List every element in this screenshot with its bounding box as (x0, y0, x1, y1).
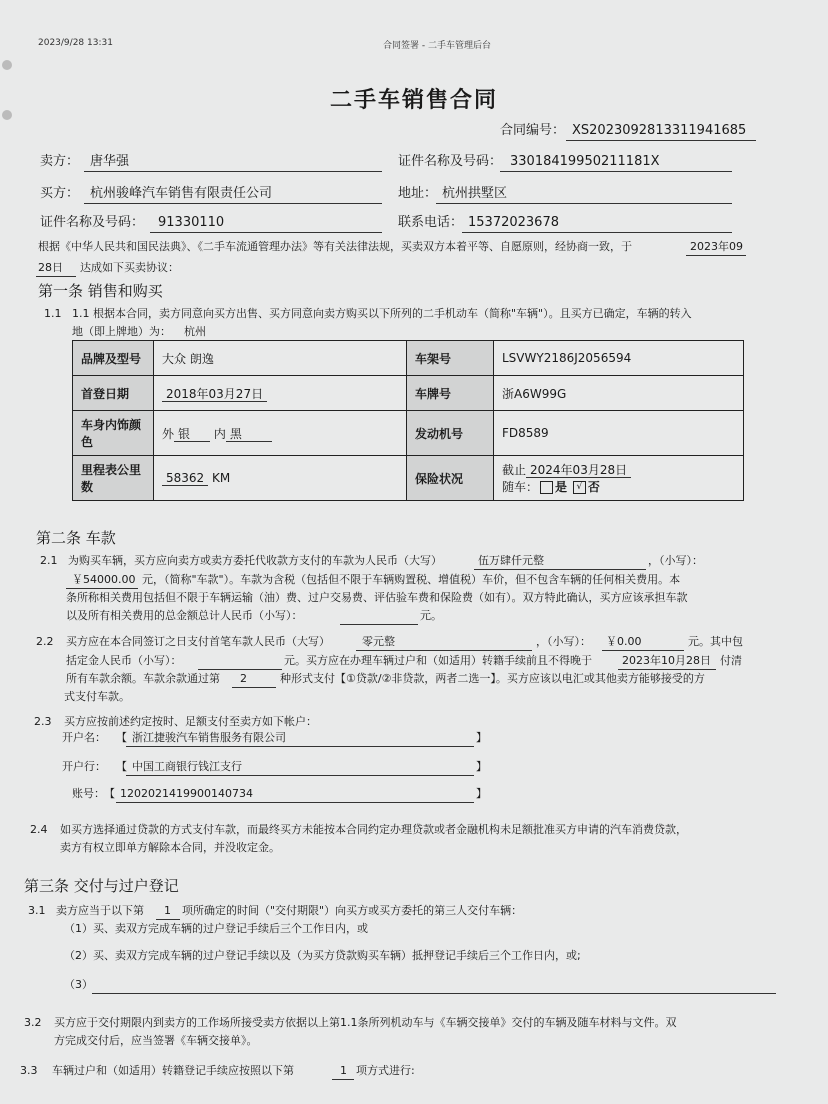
engine-label: 发动机号 (407, 411, 494, 456)
color-value (154, 411, 407, 456)
clause-2-4-b: 卖方有权立即单方解除本合同，并没收定金。 (60, 841, 280, 854)
clause-2-3-number: 2.3 (34, 715, 52, 728)
account-number-label: 账号： (72, 787, 105, 800)
clause-3-1-a: 卖方应当于以下第 (56, 904, 144, 917)
delivery-option-3: （3） (64, 978, 93, 991)
option-no: 否 (587, 480, 600, 494)
mileage-label: 里程表公里数 (73, 456, 154, 501)
account-name-label: 开户名： (62, 731, 106, 744)
bracket-left: 【 (116, 731, 127, 744)
bracket-right: 】 (476, 787, 487, 800)
checkbox-no[interactable]: √ (573, 481, 586, 494)
delivery-option: 1 (164, 904, 171, 917)
article-1-heading: 第一条 销售和购买 (38, 282, 163, 300)
clause-2-2-i: 式支付车款。 (64, 690, 130, 703)
clause-2-1-f: 元。 (420, 609, 442, 622)
clause-2-2-h: 种形式支付【①贷款/②非贷款，两者二选一】。买方应该以电汇或其他卖方能够接受的方 (280, 672, 705, 685)
interior-prefix: 内 (213, 426, 226, 441)
clause-2-2-c: 元。其中包 (688, 635, 743, 648)
buyer-name: 杭州骏峰汽车销售有限责任公司 (90, 186, 273, 201)
vin-value: LSVWY2186J2056594 (494, 341, 744, 376)
clause-1-1-text: 1.1 根据本合同，卖方同意向买方出售、买方同意向卖方购买以下所列的二手机动车（简称"车辆"）。且买方已确定，车辆的转入 (72, 307, 692, 320)
exterior-prefix: 外 (162, 426, 175, 441)
clause-2-2-number: 2.2 (36, 635, 54, 648)
buyer-address-label: 地址： (398, 186, 438, 201)
clause-2-3-a: 买方应按前述约定按时、足额支付至卖方如下帐户： (64, 715, 317, 728)
clause-2-1-c: 元，（简称"车款"）。车款为含税（包括但不限于车辆购置税、增值税）车价，但不包含车辆的任何相关费用。本 (142, 573, 681, 586)
vin-label: 车架号 (407, 341, 494, 376)
preamble-date-b: 28日 (38, 261, 63, 274)
reg-date-label: 首登日期 (73, 376, 154, 411)
bracket-left: 【 (104, 787, 115, 800)
insurance-cell (494, 456, 744, 501)
contract-number-label: 合同编号： (500, 123, 566, 138)
buyer-id-label: 证件名称及号码： (40, 215, 145, 230)
clause-3-3-number: 3.3 (20, 1064, 38, 1077)
seller-id: 33018419950211181X (510, 154, 660, 169)
price-amount: ￥54000.00 (72, 573, 136, 586)
clause-2-1-a: 为购买车辆，买方应向卖方或卖方委托代收款方支付的车款为人民币（大写） (68, 554, 442, 567)
reg-date-value (154, 376, 407, 411)
bracket-right: 】 (476, 731, 487, 744)
clause-3-1-b: 项所确定的时间（"交付期限"）向买方或买方委托的第三人交付车辆： (182, 904, 523, 917)
insurance-label: 保险状况 (407, 456, 494, 501)
mileage-value: 58362 (162, 471, 208, 486)
brand-value: 大众 朗逸 (154, 341, 407, 376)
down-payment-amount: ￥0.00 (606, 635, 642, 648)
down-payment-upper: 零元整 (362, 635, 395, 648)
plate-value: 浙A6W99G (494, 376, 744, 411)
clause-3-2-a: 买方应于交付期限内到卖方的工作场所接受卖方依据以上第1.1条所列机动车与《车辆交接单》交付的车辆及随车材料与文件。双 (54, 1016, 677, 1029)
bracket-left: 【 (116, 760, 127, 773)
insurance-date: 2024年03月28日 (526, 463, 631, 478)
print-header-system: 合同签署 - 二手车管理后台 (383, 41, 491, 51)
clause-2-2-b: ，（小写）： (536, 635, 591, 648)
insurance-prefix: 截止 (502, 463, 527, 477)
preamble-text: 根据《中华人民共和国民法典》、《二手车流通管理办法》等有关法律法规，买卖双方本着平等、自愿原则，经协商一致，于 (38, 240, 632, 253)
price-upper: 伍万肆仟元整 (478, 554, 544, 567)
engine-value: FD8589 (494, 411, 744, 456)
clause-2-2-e: 元。买方应在办理车辆过户和（如适用）转籍手续前且不得晚于 (284, 654, 592, 667)
clause-1-1-text-2: 地（即上牌地）为： (72, 325, 171, 338)
preamble-date-a: 2023年09 (690, 240, 743, 253)
clause-2-2-g: 所有车款余额。车款余款通过第 (66, 672, 220, 685)
clause-2-1-d: 条所称相关费用包括但不限于车辆运输（油）费、过户交易费、评估验车费和保险费（如有）。双方特此确认，买方应该承担车款 (66, 591, 688, 604)
clause-2-1-b: ，（小写）： (648, 554, 703, 567)
plate-label: 车牌号 (407, 376, 494, 411)
clause-2-2-a: 买方应在本合同签订之日支付首笔车款人民币（大写） (66, 635, 330, 648)
account-name: 浙江捷骏汽车销售服务有限公司 (132, 731, 286, 744)
clause-2-4-number: 2.4 (30, 823, 48, 836)
vehicle-info-table (72, 340, 744, 501)
clause-2-4-a: 如买方选择通过贷款的方式支付车款，而最终买方未能按本合同约定办理贷款或者金融机构未足额批准买方申请的汽车消费贷款， (60, 823, 687, 836)
clause-2-2-d: 括定金人民币（小写）： (66, 654, 182, 667)
contract-title: 二手车销售合同 (329, 88, 498, 113)
checkbox-yes[interactable] (540, 481, 553, 494)
seller-name: 唐华强 (90, 154, 130, 169)
clause-1-1-number: 1.1 (44, 307, 62, 320)
print-datetime: 2023/9/28 13:31 (38, 38, 113, 48)
punch-hole (2, 60, 12, 70)
delivery-option-1: （1）买、卖双方完成车辆的过户登记手续后三个工作日内，或 (64, 922, 368, 935)
buyer-address: 杭州拱墅区 (442, 186, 508, 201)
option-yes: 是 (555, 480, 568, 494)
article-3-heading: 第三条 交付与过户登记 (24, 877, 179, 895)
buyer-phone-label: 联系电话： (398, 215, 464, 230)
payment-method: 2 (240, 672, 247, 685)
seller-id-label: 证件名称及号码： (398, 154, 503, 169)
clause-2-1-e: 以及所有相关费用的总金额总计人民币（小写）： (66, 609, 303, 622)
bank-name: 中国工商银行钱江支行 (132, 760, 242, 773)
brand-label: 品牌及型号 (73, 341, 154, 376)
buyer-label: 买方： (40, 186, 80, 201)
contract-number: XS2023092813311941685 (572, 123, 747, 138)
account-number: 1202021419900140734 (120, 787, 253, 800)
transfer-option: 1 (340, 1064, 347, 1077)
preamble-rest: 达成如下买卖协议： (80, 261, 179, 274)
seller-label: 卖方： (40, 154, 80, 169)
clause-3-2-number: 3.2 (24, 1016, 42, 1029)
interior-color: 黑 (226, 427, 272, 442)
reg-date: 2018年03月27日 (162, 387, 267, 402)
bank-label: 开户行： (62, 760, 106, 773)
final-payment-date: 2023年10月28日 (622, 654, 711, 667)
mileage-cell (154, 456, 407, 501)
clause-2-1-number: 2.1 (40, 554, 58, 567)
exterior-color: 银 (174, 427, 210, 442)
clause-3-3-b: 项方式进行: (356, 1064, 415, 1077)
transfer-place: 杭州 (184, 325, 206, 338)
buyer-phone: 15372023678 (468, 215, 559, 230)
insurance-follow-label: 随车： (502, 480, 539, 494)
clause-2-2-f: 付清 (720, 654, 742, 667)
color-label: 车身内饰颜色 (73, 411, 154, 456)
clause-3-1-number: 3.1 (28, 904, 46, 917)
bracket-right: 】 (476, 760, 487, 773)
mileage-unit: KM (212, 471, 231, 485)
buyer-id: 91330110 (158, 215, 225, 230)
clause-3-3-a: 车辆过户和（如适用）转籍登记手续应按照以下第 (52, 1064, 294, 1077)
article-2-heading: 第二条 车款 (36, 529, 116, 547)
clause-3-2-b: 方完成交付后，应当签署《车辆交接单》。 (54, 1034, 258, 1047)
delivery-option-2: （2）买、卖双方完成车辆的过户登记手续以及（为买方贷款购买车辆）抵押登记手续后三个工作日内，或; (64, 949, 581, 962)
